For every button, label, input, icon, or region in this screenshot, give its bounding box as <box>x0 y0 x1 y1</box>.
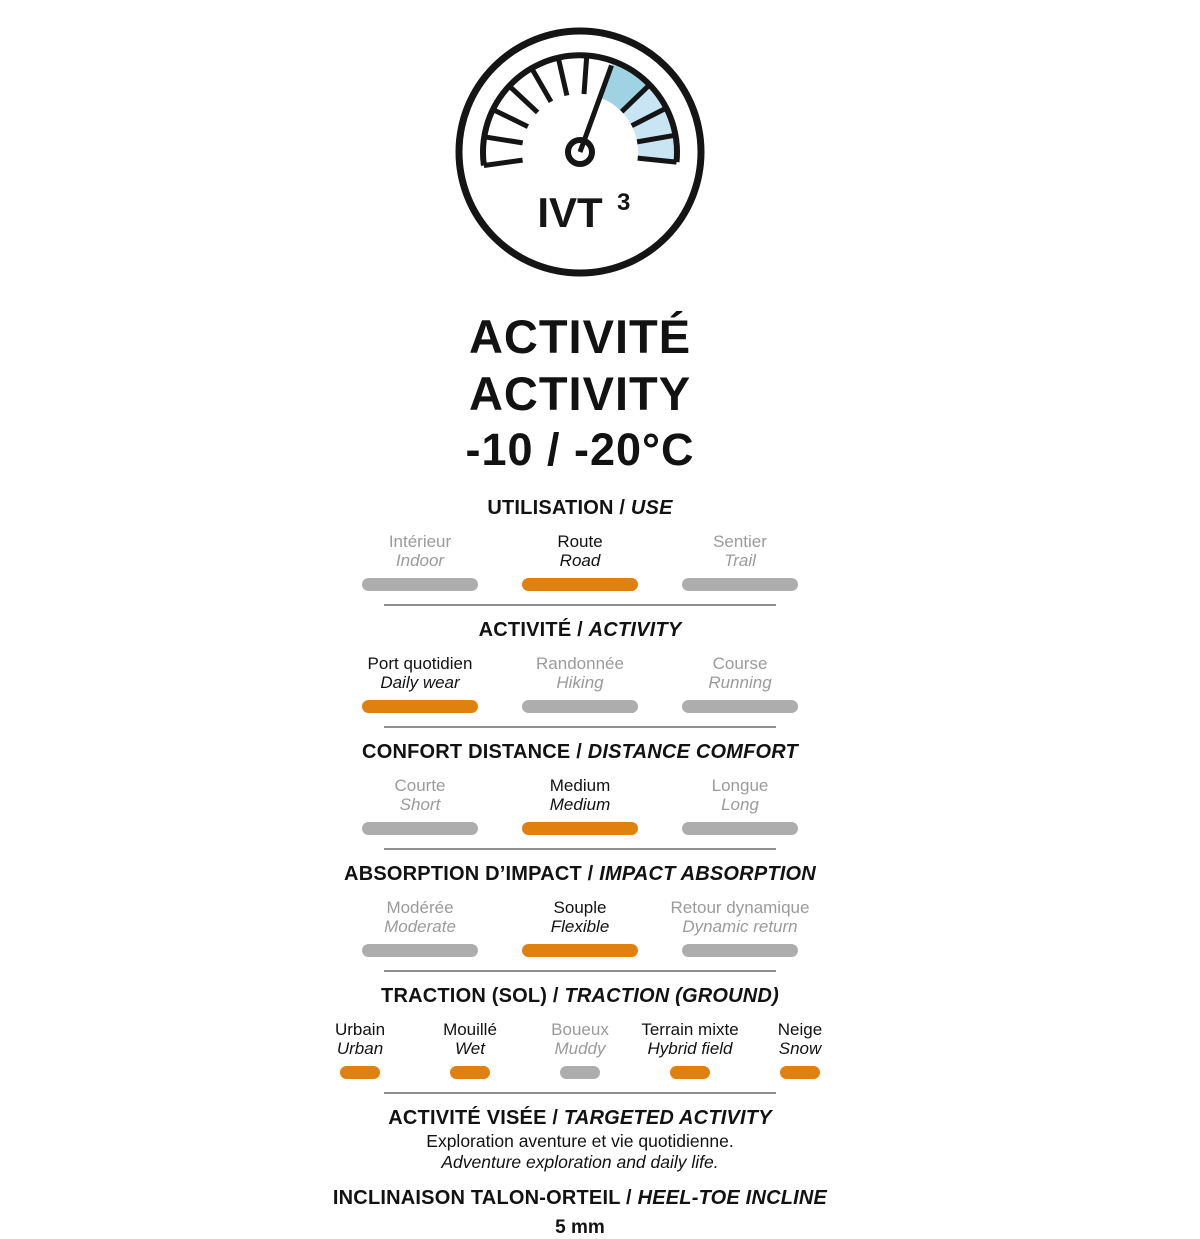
option-label-french: Modérée <box>386 898 454 917</box>
section-impact-absorption <box>320 862 840 972</box>
option-label-french: Intérieur <box>388 532 452 551</box>
option-hiking <box>500 654 660 713</box>
options-row <box>320 898 840 957</box>
heading-english: TRACTION (GROUND) <box>564 985 779 1007</box>
option-wet <box>415 1020 525 1079</box>
heading-english: ACTIVITY <box>588 619 682 641</box>
level-bar <box>522 700 638 713</box>
targeted-activity-text-en: Adventure exploration and daily life. <box>441 1152 719 1172</box>
heading-french: UTILISATION <box>487 497 614 519</box>
option-medium <box>500 776 660 835</box>
level-bar <box>362 944 478 957</box>
heading-english: TARGETED ACTIVITY <box>563 1107 772 1129</box>
option-long <box>660 776 820 835</box>
heading-separator: / <box>546 1107 564 1129</box>
section-use <box>320 496 840 606</box>
options-row <box>305 1020 855 1079</box>
option-label-french: Mouillé <box>443 1020 497 1039</box>
option-label-french: Souple <box>553 898 607 917</box>
option-label-english: Muddy <box>554 1039 606 1058</box>
section-divider <box>384 970 776 972</box>
heading-french: INCLINAISON TALON-ORTEIL <box>332 1187 621 1209</box>
option-snow <box>745 1020 855 1079</box>
level-bar <box>340 1066 380 1079</box>
option-label-english: Daily wear <box>380 673 460 692</box>
activity-spec-panel <box>320 0 840 1239</box>
title-french: ACTIVITÉ <box>468 310 692 363</box>
options-row <box>320 654 840 713</box>
heading-separator: / <box>581 863 600 885</box>
level-bar <box>670 1066 710 1079</box>
option-hybrid-field <box>635 1020 745 1079</box>
gauge-label: IVT <box>537 189 603 236</box>
heading-french: CONFORT DISTANCE <box>362 741 571 763</box>
option-daily-wear <box>340 654 500 713</box>
option-label-french: Courte <box>394 776 446 795</box>
option-label-english: Short <box>399 795 441 814</box>
level-bar <box>362 700 478 713</box>
heading-french: ABSORPTION D’IMPACT <box>344 863 582 885</box>
level-bar <box>682 944 798 957</box>
option-label-english: Dynamic return <box>682 917 798 936</box>
option-label-french: Boueux <box>551 1020 609 1039</box>
option-running <box>660 654 820 713</box>
section-heading <box>320 862 840 886</box>
section-heading <box>320 740 840 764</box>
heading-english: DISTANCE COMFORT <box>587 741 798 763</box>
section-divider <box>384 604 776 606</box>
option-label-english: Road <box>559 551 601 570</box>
option-label-english: Indoor <box>395 551 445 570</box>
heading-french: TRACTION (SOL) <box>381 985 548 1007</box>
option-label-french: Medium <box>549 776 611 795</box>
heading-english: USE <box>630 497 673 519</box>
heel-toe-incline-block <box>320 1186 840 1239</box>
level-bar <box>682 700 798 713</box>
heel-toe-heading <box>320 1186 840 1210</box>
section-heading <box>320 618 840 642</box>
temperature-range: -10 / -20°C <box>465 424 695 475</box>
heading-english: HEEL-TOE INCLINE <box>637 1187 828 1209</box>
level-bar <box>522 578 638 591</box>
heading-french: ACTIVITÉ VISÉE <box>388 1107 547 1129</box>
level-bar <box>682 578 798 591</box>
level-bar <box>450 1066 490 1079</box>
option-label-english: Urban <box>336 1039 384 1058</box>
level-bar <box>522 944 638 957</box>
option-label-english: Hybrid field <box>647 1039 733 1058</box>
option-label-french: Port quotidien <box>367 654 473 673</box>
option-label-french: Urbain <box>334 1020 386 1039</box>
ivt-gauge-icon <box>438 0 722 294</box>
heading-separator: / <box>613 497 631 519</box>
heel-toe-value: 5 mm <box>555 1217 605 1238</box>
section-divider <box>384 1092 776 1094</box>
option-label-french: Course <box>712 654 768 673</box>
heading-separator: / <box>547 985 565 1007</box>
option-moderate <box>340 898 500 957</box>
option-dynamic-return <box>660 898 820 957</box>
targeted-activity-block <box>320 1106 840 1172</box>
option-label-english: Flexible <box>550 917 610 936</box>
option-label-english: Long <box>721 795 759 814</box>
gauge-label-superscript: 3 <box>617 189 631 216</box>
option-label-french: Sentier <box>713 532 767 551</box>
section-distance-comfort <box>320 740 840 850</box>
level-bar <box>522 822 638 835</box>
option-label-english: Running <box>708 673 772 692</box>
option-label-french: Terrain mixte <box>641 1020 739 1039</box>
option-indoor <box>340 532 500 591</box>
option-road <box>500 532 660 591</box>
option-label-english: Hiking <box>556 673 604 692</box>
level-bar <box>362 822 478 835</box>
section-heading <box>320 496 840 520</box>
targeted-activity-text-fr: Exploration aventure et vie quotidienne. <box>426 1131 734 1151</box>
heading-french: ACTIVITÉ <box>478 619 572 641</box>
section-divider <box>384 848 776 850</box>
options-row <box>320 532 840 591</box>
heading-english: IMPACT ABSORPTION <box>599 863 816 885</box>
section-heading <box>320 984 840 1008</box>
option-label-french: Retour dynamique <box>670 898 810 917</box>
option-label-french: Route <box>557 532 603 551</box>
option-label-english: Snow <box>778 1039 822 1058</box>
section-divider <box>384 726 776 728</box>
level-bar <box>682 822 798 835</box>
options-row <box>320 776 840 835</box>
option-label-french: Randonnée <box>536 654 624 673</box>
option-label-english: Medium <box>549 795 611 814</box>
title-english: ACTIVITY <box>468 367 692 420</box>
section-traction-ground <box>320 984 840 1094</box>
option-short <box>340 776 500 835</box>
speedometer-icon <box>438 10 722 294</box>
heading-separator: / <box>571 619 589 641</box>
option-label-english: Trail <box>724 551 756 570</box>
option-urban <box>305 1020 415 1079</box>
option-label-english: Moderate <box>384 917 456 936</box>
level-bar <box>560 1066 600 1079</box>
option-trail <box>660 532 820 591</box>
heading-separator: / <box>570 741 588 763</box>
heading-separator: / <box>620 1187 638 1209</box>
option-muddy <box>525 1020 635 1079</box>
option-label-english: Wet <box>455 1039 485 1058</box>
option-label-french: Longue <box>711 776 769 795</box>
section-activity <box>320 618 840 728</box>
level-bar <box>362 578 478 591</box>
option-label-french: Neige <box>777 1020 823 1039</box>
spec-sections <box>320 496 840 1094</box>
targeted-activity-heading <box>320 1106 840 1130</box>
level-bar <box>780 1066 820 1079</box>
option-flexible <box>500 898 660 957</box>
